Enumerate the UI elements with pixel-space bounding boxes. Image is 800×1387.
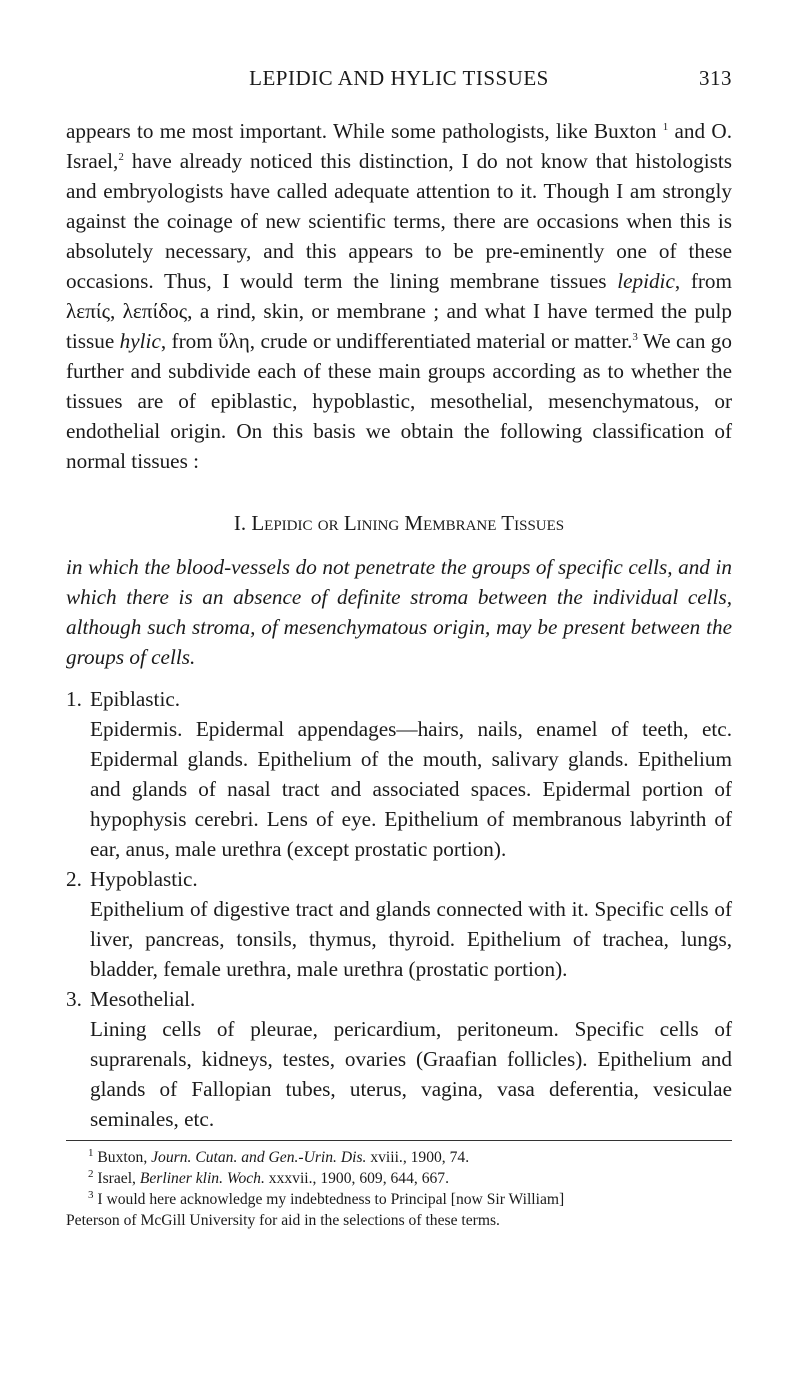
- list-number: 3.: [66, 987, 82, 1011]
- term-hylic: hylic: [119, 329, 161, 353]
- footnote-3-continued: Peterson of McGill University for aid in the selections of these terms.: [66, 1212, 500, 1229]
- footnote-ref-1: 1: [662, 120, 669, 133]
- term-lepidic: lepidic: [617, 269, 675, 293]
- text-run: , from λεπίς, λεπίδος, a rind, skin, or membrane ; and what I have termed the pulp tissue: [66, 269, 733, 353]
- list-item: [66, 864, 732, 984]
- list-item-title: [66, 684, 732, 714]
- text-run: Israel,: [97, 1170, 136, 1187]
- list-item-title: [66, 984, 732, 1014]
- footnote-mark: 1: [88, 1146, 94, 1159]
- section-definition: in which the blood-vessels do not penetrate the groups of specific cells, and in which there is an absence of definite stroma between the individual cells, although such stroma, of mesenchymatous origin, may be present between the groups of cells.: [66, 555, 732, 669]
- text-run: and O. Israel,: [66, 119, 732, 173]
- list-item-title: [66, 864, 732, 894]
- footnote-divider: [66, 1140, 732, 1141]
- footnote-mark: 3: [88, 1188, 94, 1201]
- text-run: I would here acknowledge my indebtedness to Principal [now Sir William]: [97, 1191, 565, 1208]
- text-run: Buxton,: [97, 1149, 148, 1166]
- list-title: Mesothelial.: [90, 987, 196, 1011]
- footnote-mark: 2: [88, 1167, 94, 1180]
- section-heading: I. Lepidic or Lining Membrane Tissues: [233, 511, 565, 535]
- list-number: 1.: [66, 687, 82, 711]
- footnote-1: [66, 1147, 732, 1168]
- list-number: 2.: [66, 867, 82, 891]
- page-body: [66, 116, 732, 1231]
- list-title: Hypoblastic.: [90, 867, 198, 891]
- running-title: LEPIDIC AND HYLIC TISSUES: [249, 66, 549, 90]
- list-item: [66, 984, 732, 1134]
- footnote-ref-2: 2: [118, 150, 124, 163]
- journal-title: Berliner klin. Woch.: [139, 1170, 265, 1187]
- text-run: xxxvii., 1900, 609, 644, 667.: [268, 1170, 449, 1187]
- footnote-3: [66, 1189, 732, 1210]
- list-title: Epiblastic.: [90, 687, 181, 711]
- list-item-text: Epidermis. Epidermal appendages—hairs, nails, enamel of teeth, etc. Epidermal glands. Epithelium of the mouth, salivary glands. Epithelium and glands of nasal tract and associated spaces. Epidermal portion of hypophysis cerebri. Lens of eye. Epithelium of membranous labyrinth of ear, anus, male urethra (except prostatic portion).: [90, 717, 732, 861]
- footnote-2: [66, 1168, 732, 1189]
- text-run: , from ὕλη, crude or undifferentiated material or matter.: [160, 329, 633, 353]
- list-item: [66, 684, 732, 864]
- text-run: xviii., 1900, 74.: [370, 1149, 470, 1166]
- list-item-text: Epithelium of digestive tract and glands connected with it. Specific cells of liver, pancreas, tonsils, thymus, thyroid. Epithelium of trachea, lungs, bladder, female urethra, male urethra (prostatic portion).: [90, 897, 732, 981]
- text-run: appears to me most important. While some pathologists, like Buxton: [66, 119, 657, 143]
- list-item-text: Lining cells of pleurae, pericardium, peritoneum. Specific cells of suprarenals, kidneys, testes, ovaries (Graafian follicles). Epithelium and glands of Fallopian tubes, uterus, vagina, vasa deferentia, vesiculae seminales, etc.: [90, 1017, 732, 1131]
- footnote-ref-3: 3: [632, 330, 638, 343]
- page-number: 313: [699, 66, 732, 90]
- journal-title: Journ. Cutan. and Gen.-Urin. Dis.: [151, 1149, 367, 1166]
- classification-list: [66, 684, 732, 1134]
- text-run: have already noticed this distinction, I do not know that histologists and embryologists have called adequate attention to it. Though I am strongly against the coinage of new scientific terms, there are occasions when this is absolutely necessary, and this appears to be pre-eminently one of these occasions. Thus, I would term the lining membrane tissues: [66, 149, 733, 293]
- running-head: [66, 60, 732, 100]
- text-run: We can go further and subdivide each of these main groups according as to whether the tissues are of epiblastic, hypoblastic, mesothelial, mesenchymatous, or endothelial origin. On this basis we obtain the following classification of normal tissues :: [66, 329, 732, 473]
- intro-paragraph: [66, 116, 732, 476]
